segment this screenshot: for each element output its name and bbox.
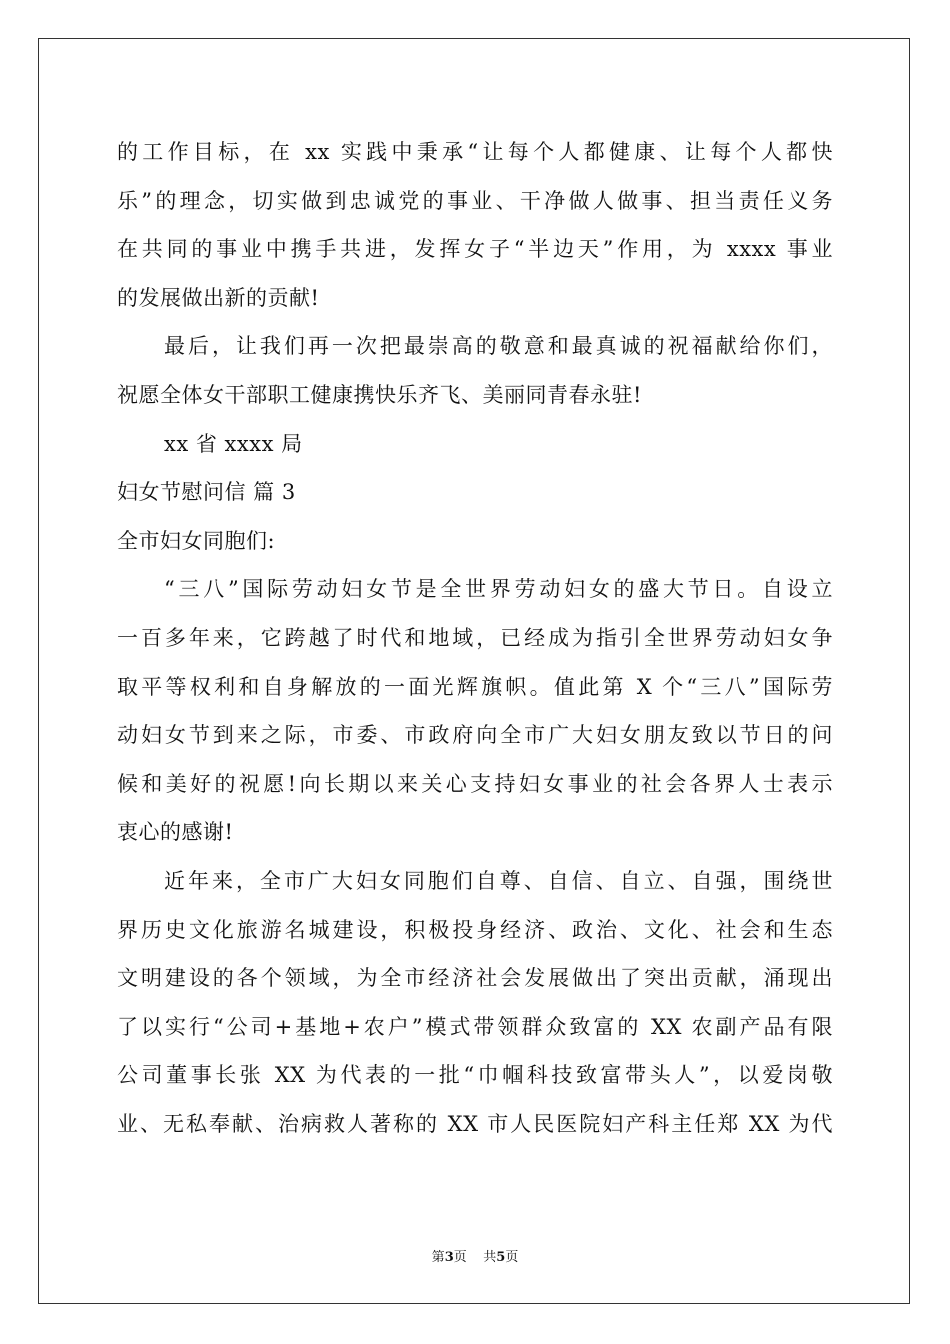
text-line: 祝愿全体女干部职工健康携快乐齐飞、美丽同青春永驻! [117,382,642,407]
text-line: 乐”的理念，切实做到忠诚党的事业、干净做人做事、担当责任义务 [117,188,833,213]
text-line: 业、无私奉献、治病救人著称的 XX 市人民医院妇产科主任郑 XX 为代 [117,1111,833,1136]
text-line: 一百多年来，它跨越了时代和地域，已经成为指引全世界劳动妇女争 [117,625,833,650]
footer-mid: 页 共 [453,1250,497,1265]
section-heading: 妇女节慰问信 篇 3 [117,480,296,505]
text-line: 最后，让我们再一次把最崇高的敬意和最真诚的祝福献给你们， [164,334,833,359]
text-line: 文明建设的各个领域，为全市经济社会发展做出了突出贡献，涌现出 [117,966,833,991]
text-line: 在共同的事业中携手共进，发挥女子“半边天”作用，为 xxxx 事业 [117,237,833,262]
text-line: 候和美好的祝愿!向长期以来关心支持妇女事业的社会各界人士表示 [117,771,833,796]
footer-prefix: 第 [431,1250,445,1265]
text-line: “三八”国际劳动妇女节是全世界劳动妇女的盛大节日。自设立 [164,577,833,602]
signature: xx 省 xxxx 局 [164,431,303,456]
current-page-number: 3 [444,1250,454,1265]
text-line: 界历史文化旅游名城建设，积极投身经济、政治、文化、社会和生态 [117,917,833,942]
text-line: 的工作目标，在 xx 实践中秉承“让每个人都健康、让每个人都快 [117,140,833,164]
salutation: 全市妇女同胞们: [117,528,276,553]
page-footer [0,1246,950,1265]
text-line: 近年来，全市广大妇女同胞们自尊、自信、自立、自强，围绕世 [164,868,833,893]
text-line: 取平等权利和自身解放的一面光辉旗帜。值此第 X 个“三八”国际劳 [117,674,833,699]
total-pages-number: 5 [496,1250,506,1265]
text-line: 的发展做出新的贡献! [117,285,320,310]
text-line: 了以实行“公司+基地+农户”模式带领群众致富的 XX 农副产品有限 [117,1014,833,1039]
text-line: 衷心的感谢! [117,820,234,845]
text-line: 动妇女节到来之际，市委、市政府向全市广大妇女朋友致以节日的问 [117,723,833,748]
document-body [117,128,833,1148]
text-line: 公司董事长张 XX 为代表的一批“巾帼科技致富带头人”，以爱岗敬 [117,1063,833,1088]
footer-suffix: 页 [505,1250,519,1265]
